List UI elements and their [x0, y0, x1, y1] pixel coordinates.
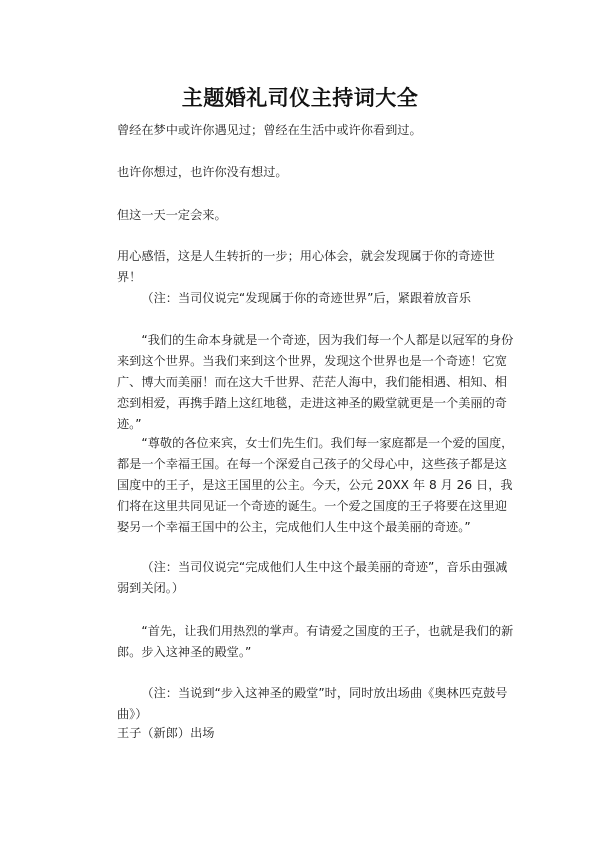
paragraph-respected-guests: “尊敬的各位来宾，女士们先生们。我们每一家庭都是一个爱的国度，都是一个幸福王国。在每一个深爱自己孩子的父母心中，这些孩子都是这国度中的王子，是这王国里的公主。今天，公元 20XX 年 8 月 26 日，我们将在这里共同见证一个奇迹的诞生。一个爱之国度的王子将要在这里迎娶另一个幸福王国中的公主，完成他们人生中这个最美丽的奇迹。” [117, 436, 514, 534]
paragraph-groom-entrance: 王子（新郎）出场 [117, 726, 215, 740]
paragraph-life-miracle: “我们的生命本身就是一个奇迹，因为我们每一个人都是以冠军的身份来到这个世界。当我们来到这个世界，发现这个世界也是一个奇迹！它宽广、博大而美丽！而在这大千世界、茫茫人海中，我们能相遇、相知、相恋到相爱，再携手踏上这红地毯，走进这神圣的殿堂就更是一个美丽的奇迹。” [117, 333, 514, 431]
document-title: 主题婚礼司仪主持词大全 [181, 86, 419, 110]
paragraph-dream: 曾经在梦中或许你遇见过；曾经在生活中或许你看到过。 [117, 123, 422, 137]
paragraph-heart-feel: 用心感悟，这是人生转折的一步；用心体会，就会发现属于你的奇迹世界！ [117, 249, 495, 284]
paragraph-note-music-fade: （注：当司仪说完“完成他们人生中这个最美丽的奇迹”，音乐由强减弱到关闭。） [117, 560, 508, 595]
paragraph-maybe-thought: 也许你想过，也许你没有想过。 [117, 165, 288, 179]
paragraph-note-music: （注：当司仪说完“发现属于你的奇迹世界”后，紧跟着放音乐 [141, 291, 471, 305]
paragraph-note-entrance-music: （注：当说到“步入这神圣的殿堂”时，同时放出场曲《奥林匹克鼓号曲》） [117, 686, 508, 721]
paragraph-day-will-come: 但这一天一定会来。 [117, 208, 227, 222]
paragraph-applause: “首先，让我们用热烈的掌声。有请爱之国度的王子，也就是我们的新郎。步入这神圣的殿堂。” [117, 624, 514, 659]
